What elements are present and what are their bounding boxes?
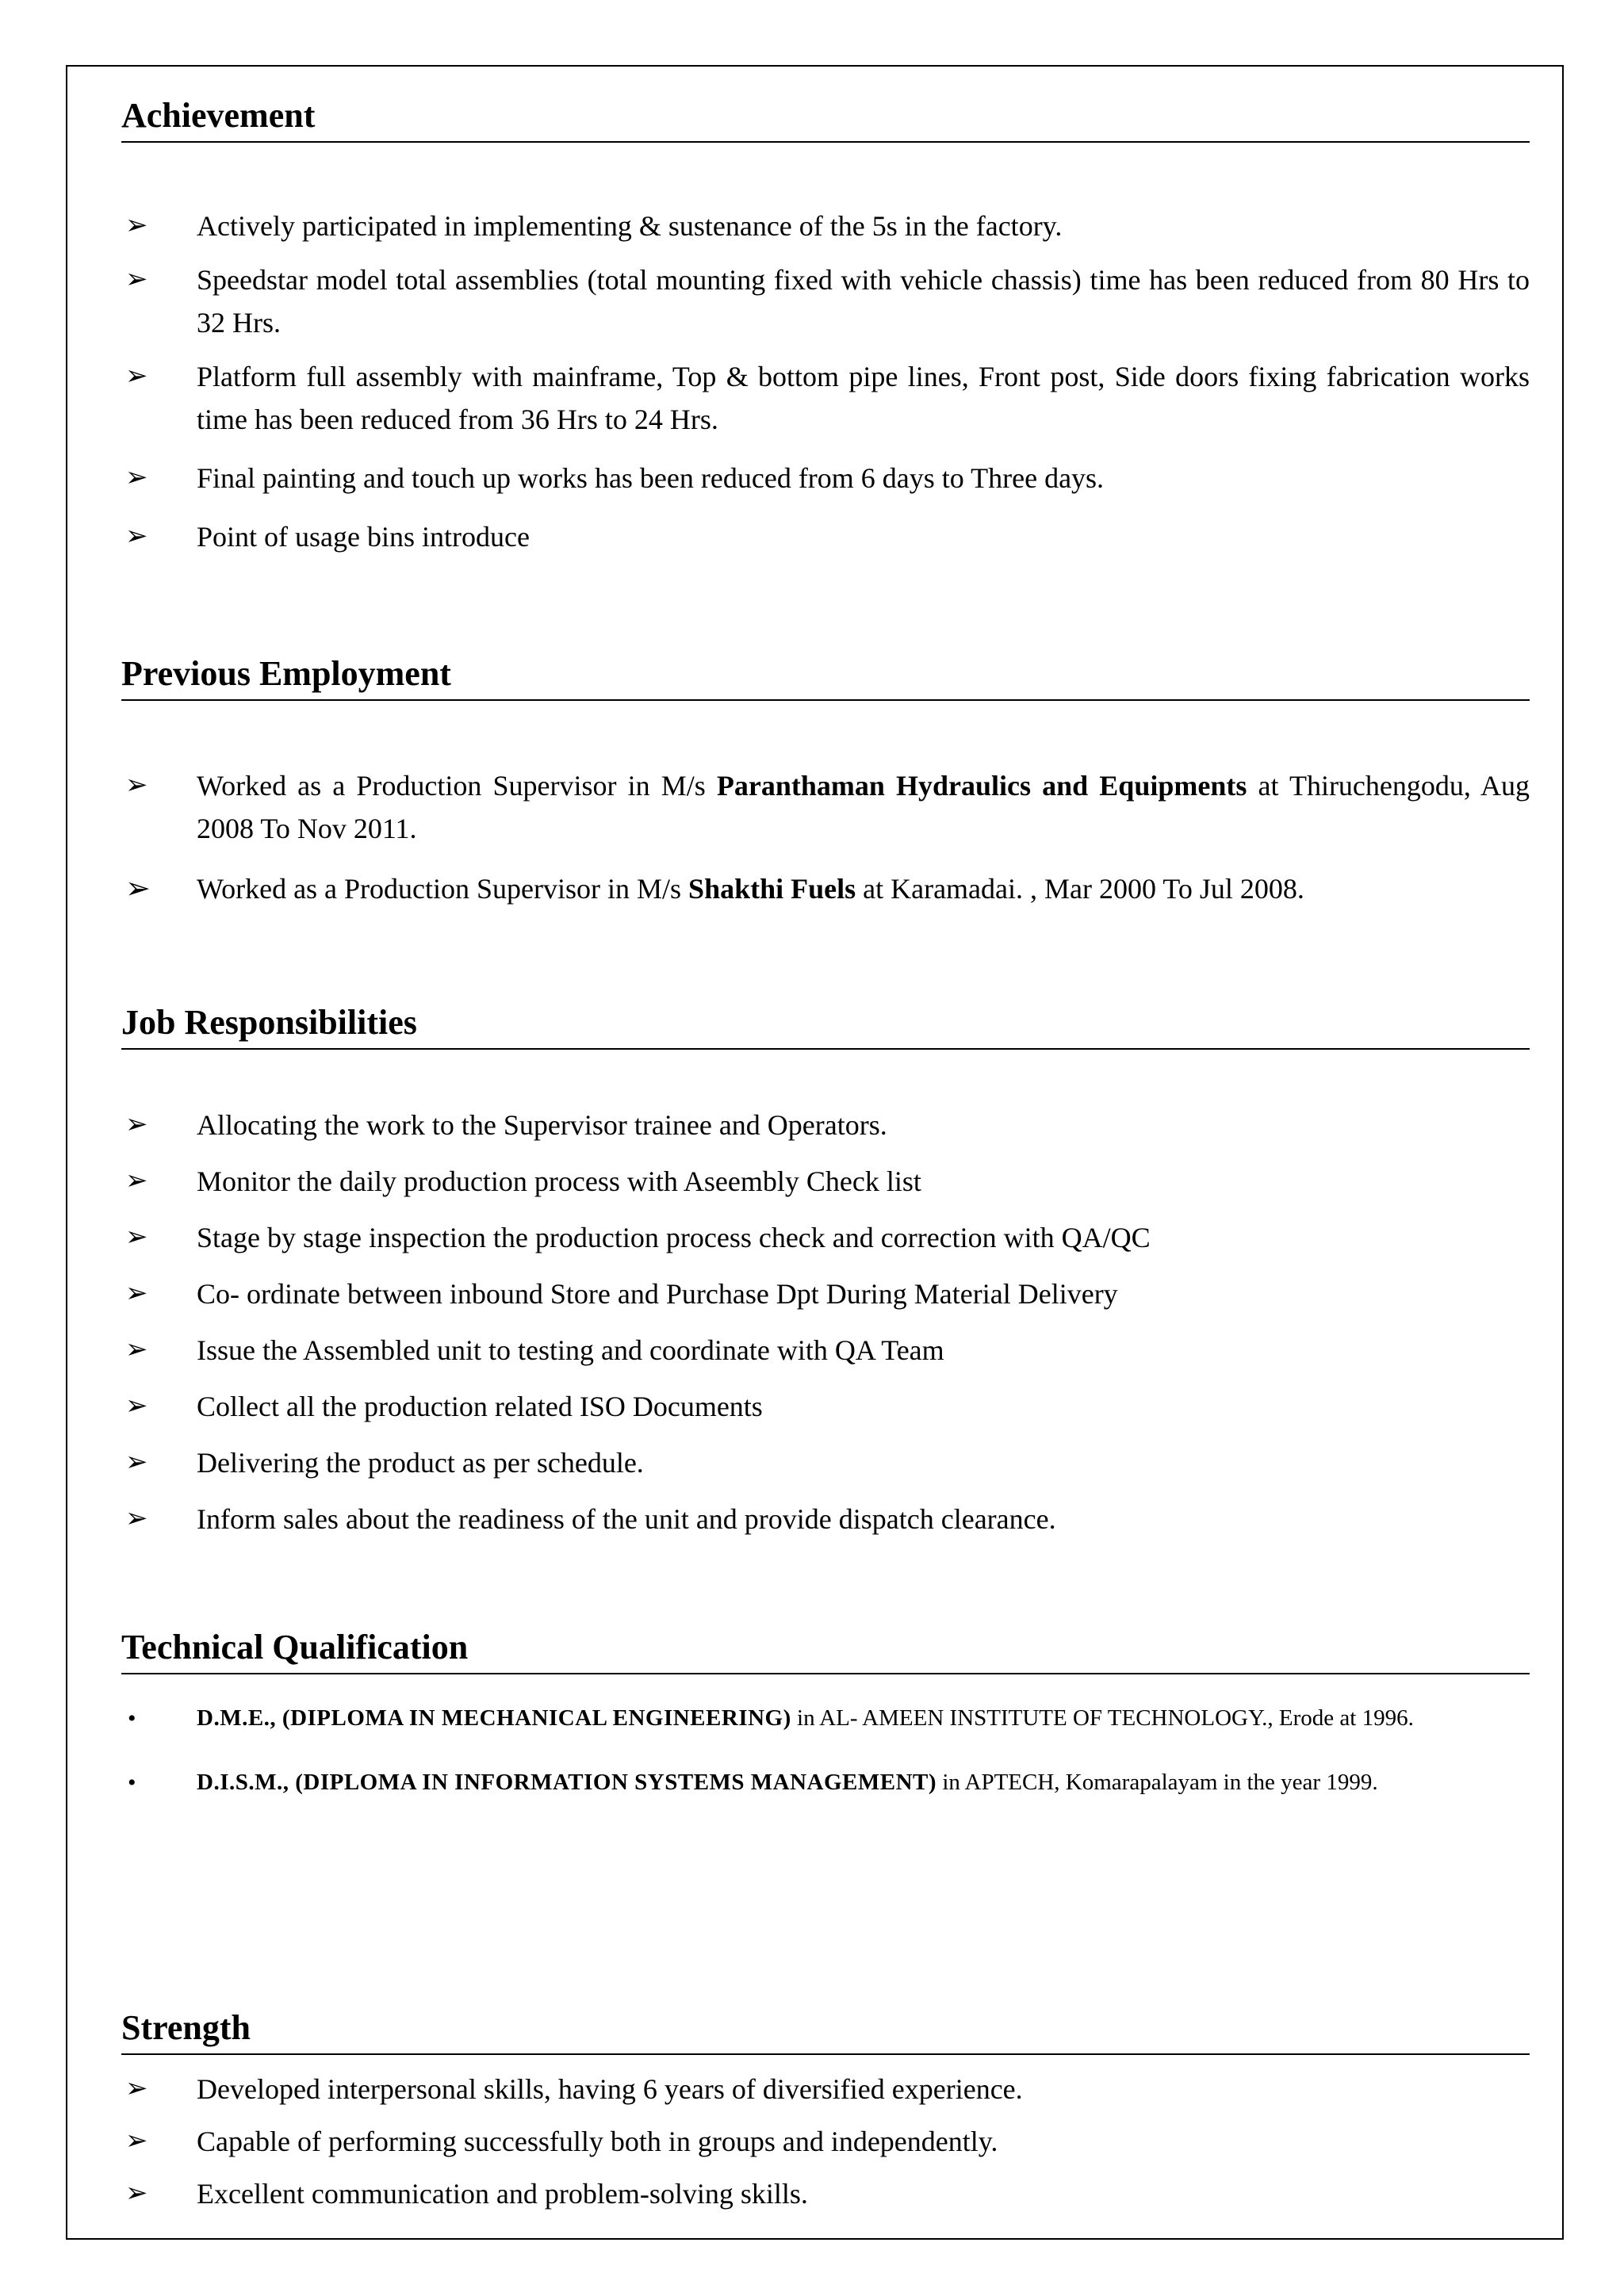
arrow-bullet-icon: ➢: [125, 1391, 148, 1421]
list-item: ➢ Delivering the product as per schedule.: [121, 1441, 1530, 1484]
list-item: ➢ Platform full assembly with mainframe, Top & bottom pipe lines, Front post, Side doors fixing fabrication works time has been reduced from 36 Hrs to 24 Hrs.: [121, 355, 1530, 441]
list-item: ➢ Speedstar model total assemblies (total mounting fixed with vehicle chassis) time has been reduced from 80 Hrs to 32 Hrs.: [121, 258, 1530, 344]
list-item: ➢ Actively participated in implementing & sustenance of the 5s in the factory.: [121, 205, 1530, 247]
previous-employment-section: [121, 656, 1530, 910]
arrow-bullet-icon: ➢: [125, 2179, 148, 2208]
employment-list: [121, 764, 1530, 910]
job-responsibilities-section: [121, 1005, 1530, 1540]
responsibilities-list: [121, 1104, 1530, 1540]
degree-name: D.I.S.M., (DIPLOMA IN INFORMATION SYSTEMS MANAGEMENT): [197, 1770, 937, 1795]
section-title-technical-qualification: Technical Qualification: [121, 1630, 1530, 1674]
list-item: ➢ Point of usage bins introduce: [121, 515, 1530, 558]
list-item: ➢ Worked as a Production Supervisor in M/s Shakthi Fuels at Karamadai. , Mar 2000 To Jul 2008.: [121, 867, 1530, 910]
list-item: ➢ Inform sales about the readiness of the unit and provide dispatch clearance.: [121, 1498, 1530, 1540]
list-item: • D.I.S.M., (DIPLOMA IN INFORMATION SYSTEMS MANAGEMENT) in APTECH, Komarapalayam in the year 1999.: [121, 1767, 1530, 1798]
list-item: • D.M.E., (DIPLOMA IN MECHANICAL ENGINEERING) in AL- AMEEN INSTITUTE OF TECHNOLOGY., Erode at 1996.: [121, 1703, 1530, 1734]
arrow-bullet-icon: ➢: [125, 522, 148, 551]
arrow-bullet-icon: ➢: [125, 211, 148, 240]
arrow-bullet-icon: ➢: [125, 1110, 148, 1139]
section-title-previous-employment: Previous Employment: [121, 656, 1530, 701]
strength-section: [121, 2008, 1530, 2215]
list-item: ➢ Excellent communication and problem-solving skills.: [121, 2172, 1530, 2215]
dot-bullet-icon: •: [128, 1770, 136, 1796]
list-item: ➢ Allocating the work to the Supervisor trainee and Operators.: [121, 1104, 1530, 1146]
strength-list: [121, 2068, 1530, 2215]
achievement-section: [121, 98, 1530, 558]
arrow-bullet-icon: ➢: [125, 1335, 148, 1364]
arrow-bullet-icon: ➢: [125, 1504, 148, 1533]
section-title-strength: Strength: [121, 2011, 1530, 2055]
company-name: Paranthaman Hydraulics and Equipments: [716, 770, 1247, 802]
list-item: ➢ Issue the Assembled unit to testing and coordinate with QA Team: [121, 1329, 1530, 1372]
arrow-bullet-icon: ➢: [125, 1279, 148, 1308]
arrow-bullet-icon: ➢: [125, 265, 148, 294]
list-item: ➢ Developed interpersonal skills, having 6 years of diversified experience.: [121, 2068, 1530, 2110]
qualification-list: [121, 1703, 1530, 1798]
list-item: ➢ Collect all the production related ISO Documents: [121, 1385, 1530, 1428]
list-item: ➢ Monitor the daily production process with Aseembly Check list: [121, 1160, 1530, 1203]
arrow-bullet-icon: ➢: [125, 1223, 148, 1252]
arrow-bullet-icon: ➢: [125, 2074, 148, 2103]
arrow-bullet-icon: ➢: [125, 1448, 148, 1477]
arrow-bullet-icon: ➢: [125, 463, 148, 492]
list-item: ➢ Capable of performing successfully both in groups and independently.: [121, 2120, 1530, 2163]
arrow-bullet-icon: ➢: [125, 771, 148, 800]
arrow-bullet-icon: ➢: [125, 1166, 148, 1196]
section-title-job-responsibilities: Job Responsibilities: [121, 1005, 1530, 1050]
section-title-achievement: Achievement: [121, 98, 1530, 143]
list-item: ➢ Co- ordinate between inbound Store and Purchase Dpt During Material Delivery: [121, 1272, 1530, 1315]
arrow-bullet-icon: ➢: [125, 872, 151, 905]
technical-qualification-section: [121, 1630, 1530, 1798]
degree-name: D.M.E., (DIPLOMA IN MECHANICAL ENGINEERING): [197, 1705, 791, 1731]
company-name: Shakthi Fuels: [688, 873, 856, 905]
list-item: ➢ Stage by stage inspection the production process check and correction with QA/QC: [121, 1216, 1530, 1259]
dot-bullet-icon: •: [128, 1705, 136, 1732]
achievement-list: [121, 205, 1530, 558]
list-item: ➢ Final painting and touch up works has been reduced from 6 days to Three days.: [121, 457, 1530, 499]
arrow-bullet-icon: ➢: [125, 362, 148, 391]
list-item: ➢ Worked as a Production Supervisor in M/s Paranthaman Hydraulics and Equipments at Thiruchengodu, Aug 2008 To Nov 2011.: [121, 764, 1530, 850]
arrow-bullet-icon: ➢: [125, 2126, 148, 2156]
